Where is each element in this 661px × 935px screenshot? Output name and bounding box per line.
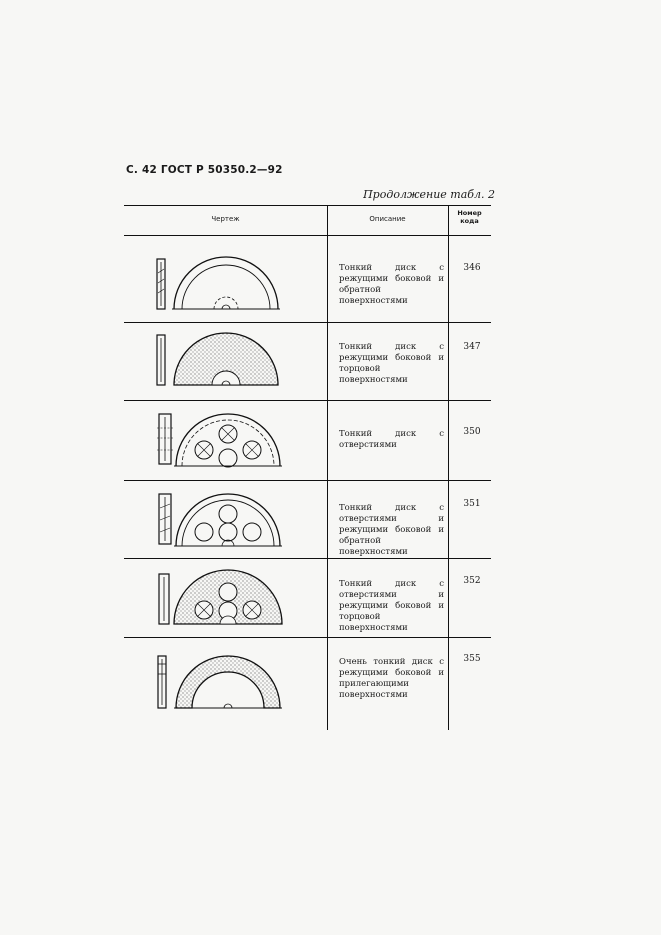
column-header-description: Описание — [369, 215, 406, 223]
page-header: С. 42 ГОСТ Р 50350.2—92 — [126, 164, 283, 176]
column-header-code-line2: кода — [460, 217, 479, 225]
column-divider-drawing — [327, 205, 328, 730]
row-separator — [124, 637, 491, 638]
row-description: Очень тонкий диск с режущими боковой и прилегающими поверхностями — [339, 657, 444, 700]
column-header-code — [448, 209, 491, 225]
row-code: 352 — [463, 576, 481, 586]
row-code: 355 — [463, 654, 481, 664]
thin-disc-holes-icon — [154, 408, 314, 472]
table-header-rule — [124, 235, 491, 236]
row-separator — [124, 558, 491, 559]
thin-disc-cutting-side-back-icon — [154, 253, 314, 315]
very-thin-disc-icon — [154, 652, 314, 714]
row-code: 347 — [463, 342, 481, 352]
row-code: 350 — [463, 427, 481, 437]
column-header-code-line1: Номер — [457, 209, 482, 217]
thin-disc-holes-side-back-icon — [154, 488, 314, 552]
thin-disc-cutting-side-face-icon — [154, 329, 314, 391]
row-description: Тонкий диск с режущими боковой и обратной поверхностями — [339, 263, 444, 306]
row-description: Тонкий диск с отверстиями — [339, 429, 444, 450]
row-separator — [124, 400, 491, 401]
row-code: 346 — [463, 263, 481, 273]
row-separator — [124, 322, 491, 323]
column-divider-description — [448, 205, 449, 730]
column-header-drawing: Чертеж — [211, 215, 240, 223]
table-top-rule — [124, 205, 491, 206]
row-code: 351 — [463, 499, 481, 509]
thin-disc-holes-side-face-icon — [154, 568, 314, 630]
row-description: Тонкий диск с отверстиями и режущими боковой и торцовой поверхностями — [339, 579, 444, 633]
table-continuation-note: Продолжение табл. 2 — [363, 188, 495, 201]
row-description: Тонкий диск с режущими боковой и торцовой поверхностями — [339, 342, 444, 385]
row-separator — [124, 480, 491, 481]
row-description: Тонкий диск с отверстиями и режущими боковой и обратной поверхностями — [339, 503, 444, 557]
codes-table — [124, 205, 491, 735]
